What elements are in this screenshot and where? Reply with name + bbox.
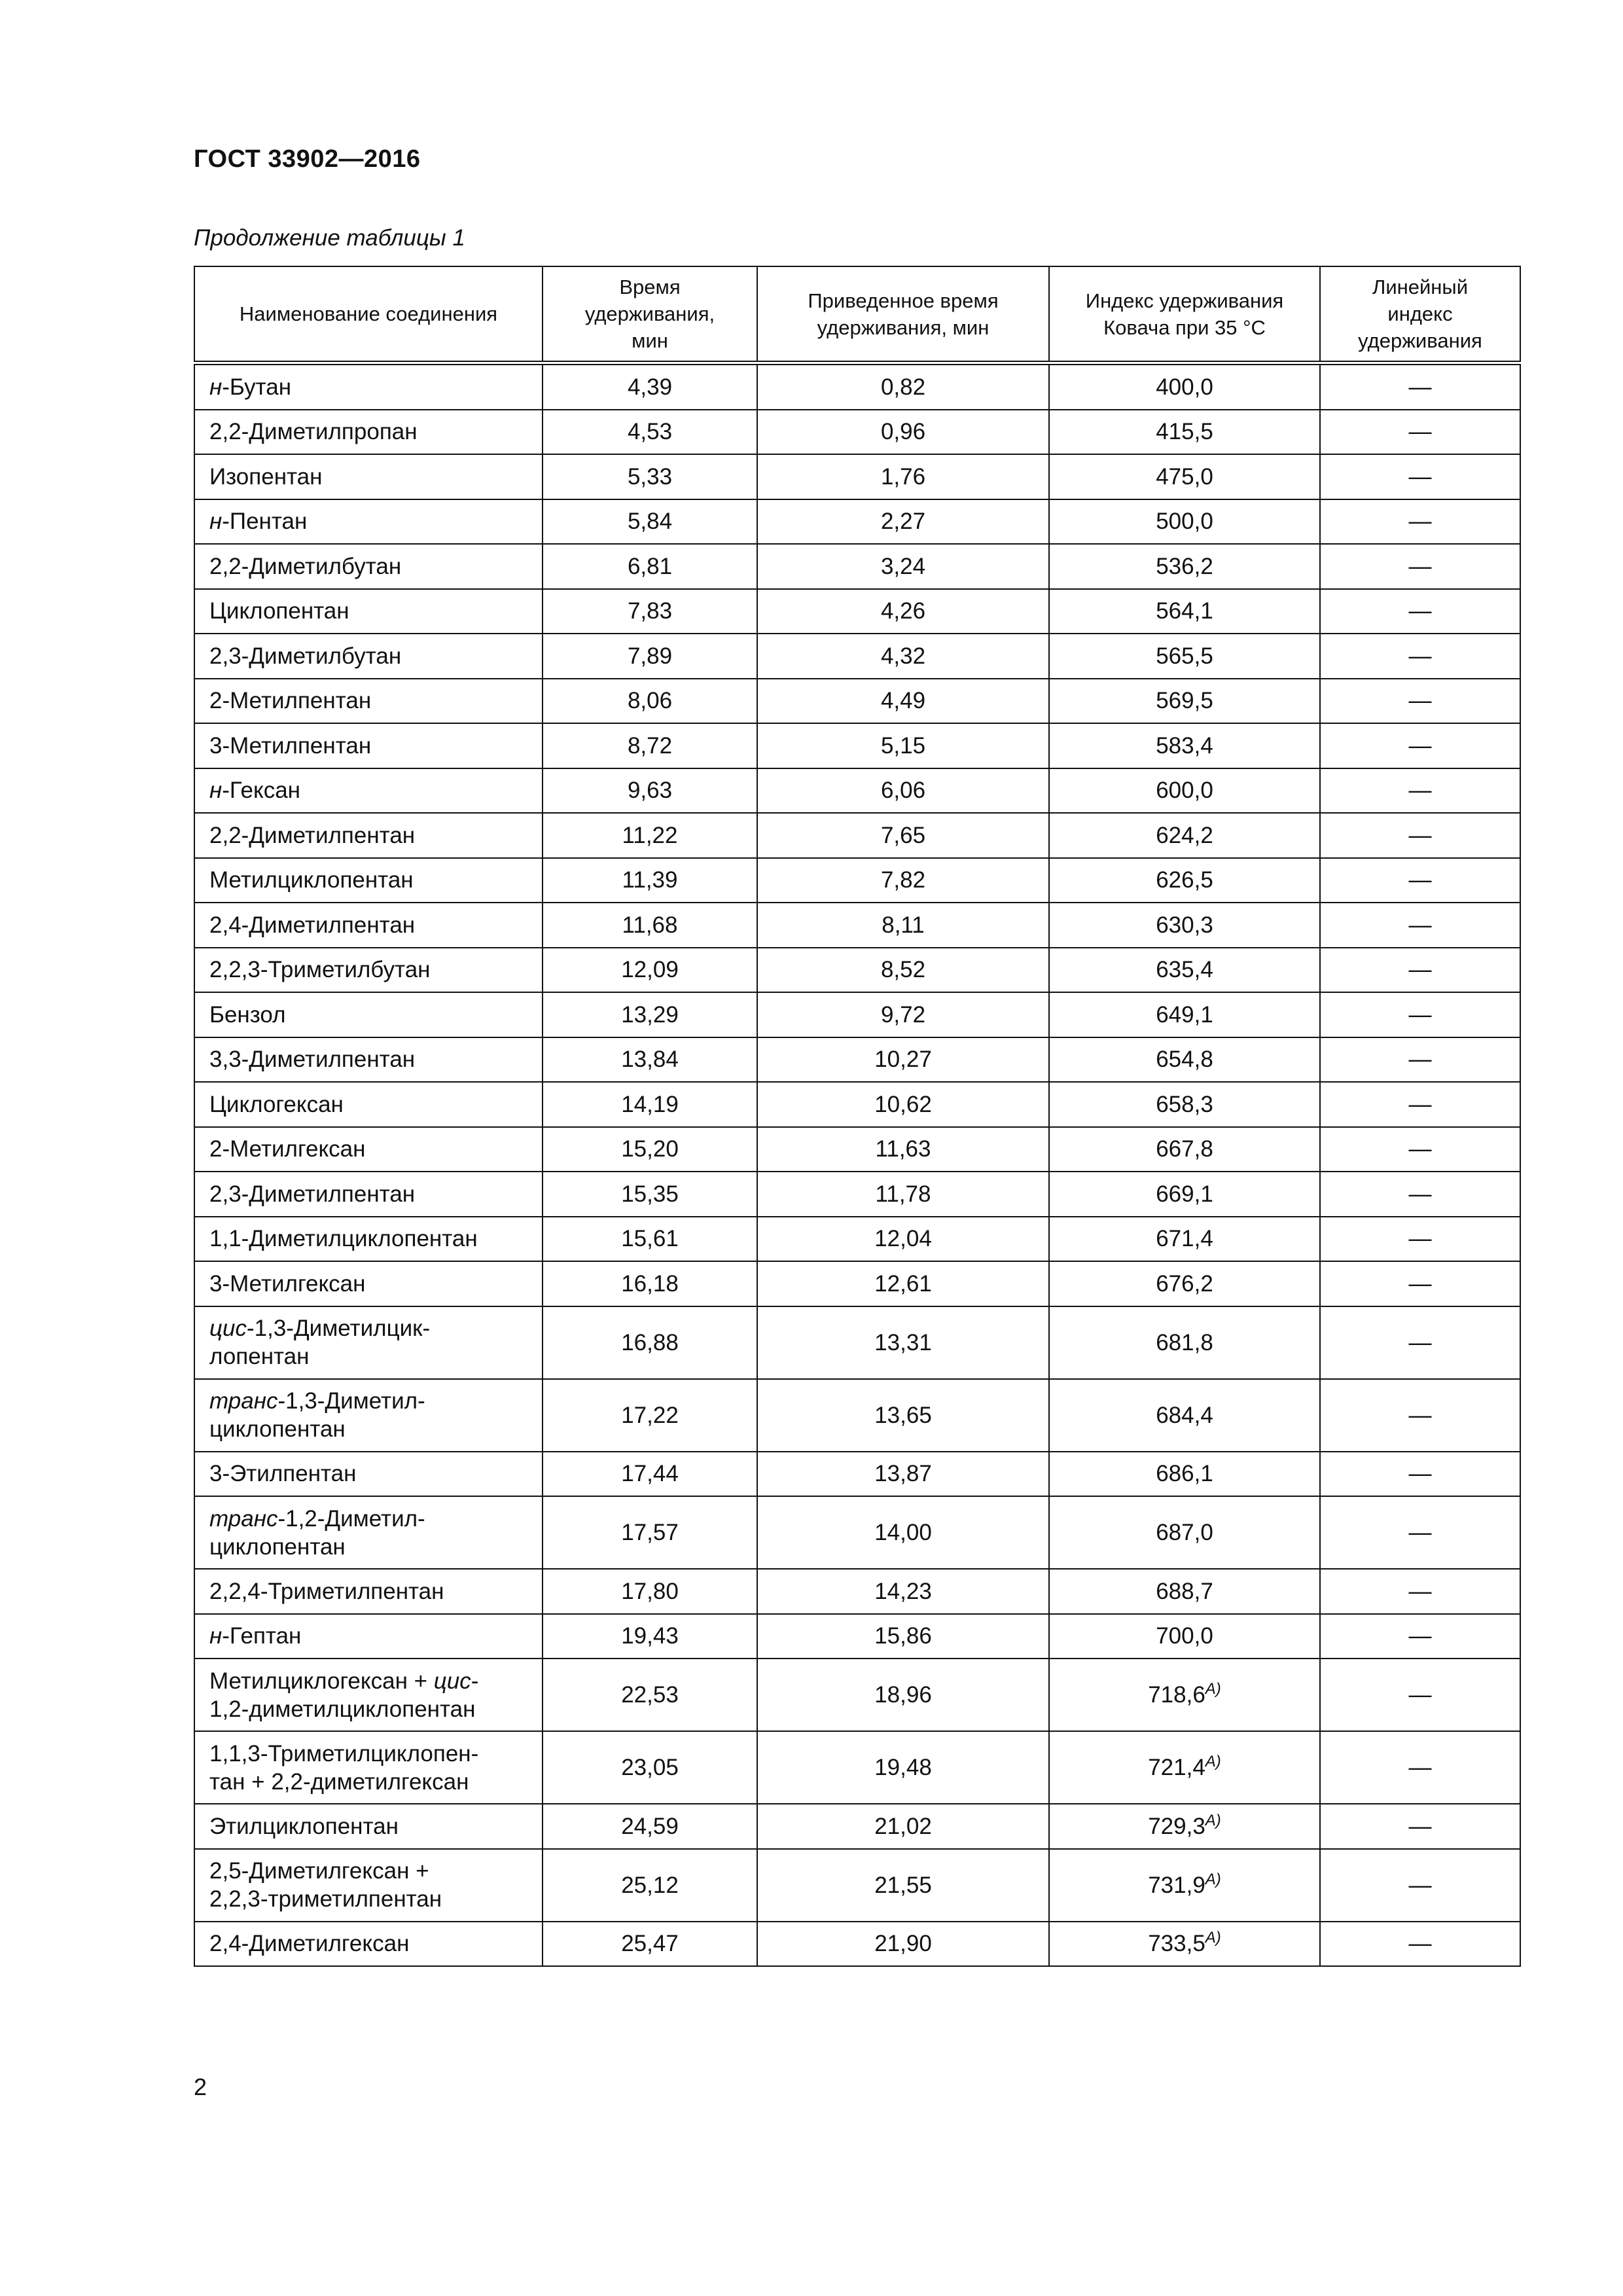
compound-name-cell: Бензол xyxy=(194,992,543,1037)
kovats-index-cell xyxy=(1049,903,1320,948)
retention-time-cell: 13,84 xyxy=(543,1037,757,1083)
kovats-index-cell xyxy=(1049,1849,1320,1922)
table-row xyxy=(194,723,1520,768)
kovats-index-cell xyxy=(1049,768,1320,814)
linear-index-cell: — xyxy=(1320,589,1520,634)
kovats-index-cell xyxy=(1049,813,1320,858)
linear-index-cell: — xyxy=(1320,1082,1520,1127)
compound-name-cell: транс-1,3-Диметил- циклопентан xyxy=(194,1379,543,1452)
kovats-index-value: 415,5 xyxy=(1156,419,1213,445)
retention-time-cell: 17,22 xyxy=(543,1379,757,1452)
table-row xyxy=(194,1037,1520,1083)
table-row xyxy=(194,1452,1520,1497)
page-number: 2 xyxy=(194,2073,207,2100)
table-row xyxy=(194,813,1520,858)
kovats-index-value: 688,7 xyxy=(1156,1578,1213,1604)
adjusted-retention-time-cell: 10,62 xyxy=(757,1082,1049,1127)
kovats-index-value: 658,3 xyxy=(1156,1091,1213,1117)
kovats-index-value: 718,6 xyxy=(1148,1682,1205,1708)
kovats-index-value: 667,8 xyxy=(1156,1136,1213,1162)
adjusted-retention-time-cell: 3,24 xyxy=(757,544,1049,589)
adjusted-retention-time-cell: 19,48 xyxy=(757,1731,1049,1804)
retention-time-cell: 8,06 xyxy=(543,679,757,724)
kovats-index-value: 564,1 xyxy=(1156,598,1213,624)
adjusted-retention-time-cell: 12,61 xyxy=(757,1261,1049,1306)
kovats-index-value: 475,0 xyxy=(1156,463,1213,490)
compound-name-cell: 2,2,3-Триметилбутан xyxy=(194,948,543,993)
retention-time-cell: 9,63 xyxy=(543,768,757,814)
header-kovats-index: Индекс удерживания Ковача при 35 °С xyxy=(1049,266,1320,363)
adjusted-retention-time-cell: 5,15 xyxy=(757,723,1049,768)
adjusted-retention-time-cell: 8,11 xyxy=(757,903,1049,948)
linear-index-cell: — xyxy=(1320,499,1520,545)
retention-time-cell: 15,61 xyxy=(543,1217,757,1262)
linear-index-cell: — xyxy=(1320,410,1520,455)
adjusted-retention-time-cell: 4,32 xyxy=(757,634,1049,679)
linear-index-cell: — xyxy=(1320,858,1520,903)
kovats-index-value: 654,8 xyxy=(1156,1047,1213,1073)
retention-time-cell: 25,47 xyxy=(543,1922,757,1967)
kovats-index-value: 721,4 xyxy=(1148,1755,1205,1780)
table-row xyxy=(194,499,1520,545)
kovats-index-value: 731,9 xyxy=(1148,1872,1205,1898)
compound-name-cell: 2,3-Диметилбутан xyxy=(194,634,543,679)
table-row xyxy=(194,363,1520,410)
table-row xyxy=(194,1569,1520,1614)
adjusted-retention-time-cell: 13,87 xyxy=(757,1452,1049,1497)
compound-name-cell: Изопентан xyxy=(194,454,543,499)
kovats-index-value: 729,3 xyxy=(1148,1813,1205,1839)
kovats-index-cell xyxy=(1049,1261,1320,1306)
header-compound-name: Наименование соединения xyxy=(194,266,543,363)
adjusted-retention-time-cell: 11,63 xyxy=(757,1127,1049,1172)
kovats-index-cell xyxy=(1049,1306,1320,1379)
kovats-index-value: 684,4 xyxy=(1156,1402,1213,1428)
adjusted-retention-time-cell: 1,76 xyxy=(757,454,1049,499)
kovats-index-cell xyxy=(1049,1082,1320,1127)
compound-name-cell: 3-Метилгексан xyxy=(194,1261,543,1306)
linear-index-cell: — xyxy=(1320,1496,1520,1569)
retention-time-cell: 4,39 xyxy=(543,363,757,410)
compound-name-cell: 2,2-Диметилпропан xyxy=(194,410,543,455)
kovats-index-cell xyxy=(1049,499,1320,545)
linear-index-cell: — xyxy=(1320,544,1520,589)
linear-index-cell: — xyxy=(1320,1849,1520,1922)
retention-time-cell: 12,09 xyxy=(543,948,757,993)
linear-index-cell: — xyxy=(1320,1306,1520,1379)
retention-time-cell: 13,29 xyxy=(543,992,757,1037)
linear-index-cell: — xyxy=(1320,1172,1520,1217)
table-row xyxy=(194,1172,1520,1217)
compound-name-cell: 1,1,3-Триметилциклопен- тан + 2,2-диметилгексан xyxy=(194,1731,543,1804)
linear-index-cell: — xyxy=(1320,679,1520,724)
table-row xyxy=(194,1496,1520,1569)
adjusted-retention-time-cell: 15,86 xyxy=(757,1614,1049,1659)
compound-name-cell: 3-Метилпентан xyxy=(194,723,543,768)
compound-name-cell: 2,2-Диметилбутан xyxy=(194,544,543,589)
kovats-index-value: 669,1 xyxy=(1156,1181,1213,1207)
table-row xyxy=(194,1731,1520,1804)
table-row xyxy=(194,589,1520,634)
kovats-index-cell xyxy=(1049,454,1320,499)
kovats-index-cell xyxy=(1049,1659,1320,1731)
kovats-index-value: 700,0 xyxy=(1156,1623,1213,1649)
linear-index-cell: — xyxy=(1320,1614,1520,1659)
linear-index-cell: — xyxy=(1320,813,1520,858)
adjusted-retention-time-cell: 18,96 xyxy=(757,1659,1049,1731)
adjusted-retention-time-cell: 8,52 xyxy=(757,948,1049,993)
table-row xyxy=(194,454,1520,499)
footnote-mark: А) xyxy=(1205,1811,1221,1829)
kovats-index-cell xyxy=(1049,1452,1320,1497)
retention-time-cell: 16,18 xyxy=(543,1261,757,1306)
adjusted-retention-time-cell: 4,26 xyxy=(757,589,1049,634)
adjusted-retention-time-cell: 6,06 xyxy=(757,768,1049,814)
retention-time-cell: 15,35 xyxy=(543,1172,757,1217)
retention-time-cell: 11,39 xyxy=(543,858,757,903)
compound-name-cell: 3-Этилпентан xyxy=(194,1452,543,1497)
compound-name-cell: 2,2-Диметилпентан xyxy=(194,813,543,858)
table-row xyxy=(194,1261,1520,1306)
linear-index-cell: — xyxy=(1320,1569,1520,1614)
table-row xyxy=(194,679,1520,724)
kovats-index-cell xyxy=(1049,363,1320,410)
retention-time-cell: 5,84 xyxy=(543,499,757,545)
table-header-row xyxy=(194,266,1520,363)
kovats-index-value: 733,5 xyxy=(1148,1931,1205,1957)
adjusted-retention-time-cell: 7,65 xyxy=(757,813,1049,858)
kovats-index-value: 583,4 xyxy=(1156,732,1213,759)
retention-time-cell: 4,53 xyxy=(543,410,757,455)
table-row xyxy=(194,1922,1520,1967)
linear-index-cell: — xyxy=(1320,1452,1520,1497)
compound-name-cell: н-Пентан xyxy=(194,499,543,545)
adjusted-retention-time-cell: 9,72 xyxy=(757,992,1049,1037)
compound-name-cell: 2-Метилгексан xyxy=(194,1127,543,1172)
kovats-index-value: 630,3 xyxy=(1156,912,1213,938)
linear-index-cell: — xyxy=(1320,1659,1520,1731)
table-row xyxy=(194,903,1520,948)
kovats-index-value: 686,1 xyxy=(1156,1461,1213,1487)
kovats-index-cell xyxy=(1049,1731,1320,1804)
footnote-mark: А) xyxy=(1205,1929,1221,1947)
kovats-index-value: 624,2 xyxy=(1156,822,1213,848)
kovats-index-cell xyxy=(1049,679,1320,724)
table-row xyxy=(194,948,1520,993)
kovats-index-value: 676,2 xyxy=(1156,1270,1213,1297)
compound-name-cell: н-Гептан xyxy=(194,1614,543,1659)
kovats-index-value: 649,1 xyxy=(1156,1001,1213,1028)
retention-time-cell: 22,53 xyxy=(543,1659,757,1731)
adjusted-retention-time-cell: 0,96 xyxy=(757,410,1049,455)
adjusted-retention-time-cell: 14,23 xyxy=(757,1569,1049,1614)
table-row xyxy=(194,1082,1520,1127)
retention-time-cell: 16,88 xyxy=(543,1306,757,1379)
linear-index-cell: — xyxy=(1320,1804,1520,1849)
kovats-index-value: 400,0 xyxy=(1156,374,1213,400)
adjusted-retention-time-cell: 13,31 xyxy=(757,1306,1049,1379)
linear-index-cell: — xyxy=(1320,1379,1520,1452)
retention-time-cell: 7,83 xyxy=(543,589,757,634)
compound-name-cell: транс-1,2-Диметил- циклопентан xyxy=(194,1496,543,1569)
adjusted-retention-time-cell: 4,49 xyxy=(757,679,1049,724)
header-linear-index: Линейный индекс удерживания xyxy=(1320,266,1520,363)
kovats-index-cell xyxy=(1049,410,1320,455)
compound-name-cell: н-Бутан xyxy=(194,363,543,410)
retention-time-cell: 25,12 xyxy=(543,1849,757,1922)
footnote-mark: А) xyxy=(1205,1870,1221,1888)
kovats-index-cell xyxy=(1049,589,1320,634)
kovats-index-cell xyxy=(1049,1922,1320,1967)
linear-index-cell: — xyxy=(1320,1922,1520,1967)
adjusted-retention-time-cell: 7,82 xyxy=(757,858,1049,903)
linear-index-cell: — xyxy=(1320,454,1520,499)
kovats-index-cell xyxy=(1049,1127,1320,1172)
kovats-index-value: 565,5 xyxy=(1156,643,1213,669)
compound-name-cell: 2,3-Диметилпентан xyxy=(194,1172,543,1217)
kovats-index-value: 687,0 xyxy=(1156,1520,1213,1545)
adjusted-retention-time-cell: 21,55 xyxy=(757,1849,1049,1922)
compound-name-cell: 2,4-Диметилпентан xyxy=(194,903,543,948)
kovats-index-cell xyxy=(1049,1037,1320,1083)
linear-index-cell: — xyxy=(1320,723,1520,768)
adjusted-retention-time-cell: 12,04 xyxy=(757,1217,1049,1262)
table-row xyxy=(194,410,1520,455)
retention-time-cell: 8,72 xyxy=(543,723,757,768)
compound-name-cell: Метилциклогексан + цис- 1,2-диметилциклопентан xyxy=(194,1659,543,1731)
compound-name-cell: Циклогексан xyxy=(194,1082,543,1127)
compound-name-cell: 2,4-Диметилгексан xyxy=(194,1922,543,1967)
kovats-index-cell xyxy=(1049,1614,1320,1659)
table-row xyxy=(194,768,1520,814)
compound-name-cell: 1,1-Диметилциклопентан xyxy=(194,1217,543,1262)
kovats-index-cell xyxy=(1049,858,1320,903)
table-row xyxy=(194,1614,1520,1659)
kovats-index-value: 536,2 xyxy=(1156,553,1213,579)
kovats-index-value: 569,5 xyxy=(1156,688,1213,714)
compound-name-cell: Циклопентан xyxy=(194,589,543,634)
kovats-index-cell xyxy=(1049,1804,1320,1849)
compound-name-cell: цис-1,3-Диметилцик- лопентан xyxy=(194,1306,543,1379)
table-row xyxy=(194,858,1520,903)
retention-time-cell: 11,22 xyxy=(543,813,757,858)
retention-time-cell: 15,20 xyxy=(543,1127,757,1172)
kovats-index-cell xyxy=(1049,634,1320,679)
linear-index-cell: — xyxy=(1320,992,1520,1037)
kovats-index-value: 635,4 xyxy=(1156,957,1213,983)
retention-time-cell: 24,59 xyxy=(543,1804,757,1849)
table-row xyxy=(194,1127,1520,1172)
kovats-index-cell xyxy=(1049,1496,1320,1569)
linear-index-cell: — xyxy=(1320,1261,1520,1306)
retention-time-cell: 19,43 xyxy=(543,1614,757,1659)
kovats-index-cell xyxy=(1049,1569,1320,1614)
linear-index-cell: — xyxy=(1320,768,1520,814)
table-row xyxy=(194,544,1520,589)
retention-time-cell: 6,81 xyxy=(543,544,757,589)
retention-time-cell: 17,80 xyxy=(543,1569,757,1614)
kovats-index-cell xyxy=(1049,544,1320,589)
kovats-index-value: 600,0 xyxy=(1156,778,1213,804)
adjusted-retention-time-cell: 0,82 xyxy=(757,363,1049,410)
retention-time-cell: 5,33 xyxy=(543,454,757,499)
compound-name-cell: 2,5-Диметилгексан + 2,2,3-триметилпентан xyxy=(194,1849,543,1922)
linear-index-cell: — xyxy=(1320,1731,1520,1804)
retention-time-cell: 11,68 xyxy=(543,903,757,948)
document-title: ГОСТ 33902—2016 xyxy=(194,145,421,173)
linear-index-cell: — xyxy=(1320,948,1520,993)
table-row xyxy=(194,1804,1520,1849)
linear-index-cell: — xyxy=(1320,634,1520,679)
retention-time-cell: 14,19 xyxy=(543,1082,757,1127)
table-row xyxy=(194,1306,1520,1379)
compound-name-cell: н-Гексан xyxy=(194,768,543,814)
compound-name-cell: Метилциклопентан xyxy=(194,858,543,903)
kovats-index-value: 626,5 xyxy=(1156,867,1213,893)
compound-name-cell: 2,2,4-Триметилпентан xyxy=(194,1569,543,1614)
retention-time-cell: 7,89 xyxy=(543,634,757,679)
kovats-index-value: 681,8 xyxy=(1156,1329,1213,1355)
retention-time-cell: 17,57 xyxy=(543,1496,757,1569)
kovats-index-value: 500,0 xyxy=(1156,509,1213,535)
table-row xyxy=(194,1659,1520,1731)
retention-table xyxy=(194,266,1521,1967)
kovats-index-cell xyxy=(1049,1379,1320,1452)
adjusted-retention-time-cell: 2,27 xyxy=(757,499,1049,545)
table-row xyxy=(194,634,1520,679)
footnote-mark: А) xyxy=(1205,1753,1221,1770)
compound-name-cell: Этилциклопентан xyxy=(194,1804,543,1849)
adjusted-retention-time-cell: 21,02 xyxy=(757,1804,1049,1849)
table-row xyxy=(194,1217,1520,1262)
adjusted-retention-time-cell: 14,00 xyxy=(757,1496,1049,1569)
kovats-index-cell xyxy=(1049,1172,1320,1217)
table-caption: Продолжение таблицы 1 xyxy=(194,225,465,251)
retention-time-cell: 17,44 xyxy=(543,1452,757,1497)
kovats-index-cell xyxy=(1049,992,1320,1037)
kovats-index-value: 671,4 xyxy=(1156,1226,1213,1252)
table-row xyxy=(194,1849,1520,1922)
compound-name-cell: 2-Метилпентан xyxy=(194,679,543,724)
linear-index-cell: — xyxy=(1320,1127,1520,1172)
footnote-mark: А) xyxy=(1205,1680,1221,1698)
header-adjusted-retention-time: Приведенное время удерживания, мин xyxy=(757,266,1049,363)
adjusted-retention-time-cell: 13,65 xyxy=(757,1379,1049,1452)
linear-index-cell: — xyxy=(1320,903,1520,948)
linear-index-cell: — xyxy=(1320,363,1520,410)
retention-time-cell: 23,05 xyxy=(543,1731,757,1804)
linear-index-cell: — xyxy=(1320,1217,1520,1262)
table-row xyxy=(194,992,1520,1037)
header-retention-time: Время удерживания, мин xyxy=(543,266,757,363)
adjusted-retention-time-cell: 10,27 xyxy=(757,1037,1049,1083)
kovats-index-cell xyxy=(1049,948,1320,993)
linear-index-cell: — xyxy=(1320,1037,1520,1083)
compound-name-cell: 3,3-Диметилпентан xyxy=(194,1037,543,1083)
table-row xyxy=(194,1379,1520,1452)
adjusted-retention-time-cell: 21,90 xyxy=(757,1922,1049,1967)
kovats-index-cell xyxy=(1049,723,1320,768)
adjusted-retention-time-cell: 11,78 xyxy=(757,1172,1049,1217)
kovats-index-cell xyxy=(1049,1217,1320,1262)
